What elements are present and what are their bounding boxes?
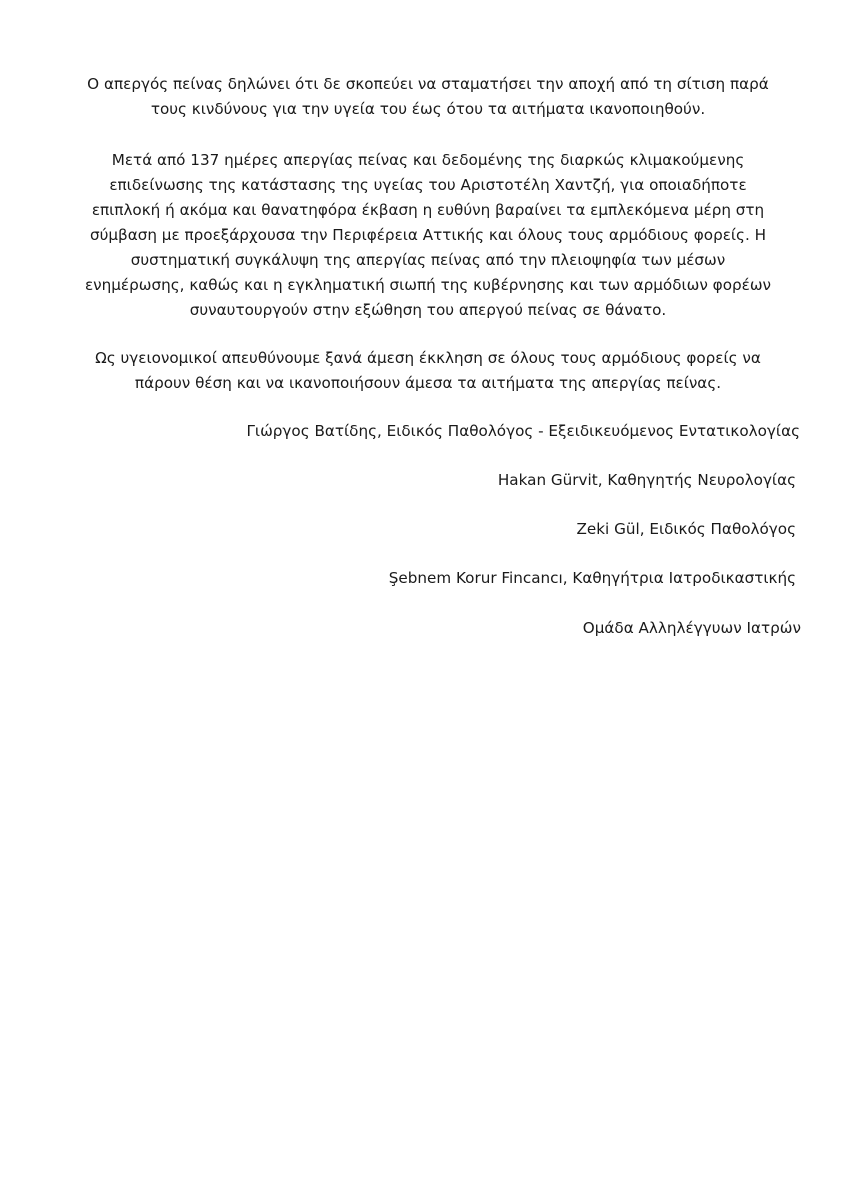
- paragraph-line: επιπλοκή ή ακόμα και θανατηφόρα έκβαση η ευθύνη βαραίνει τα εμπλεκόμενα μέρη στη: [91, 201, 765, 219]
- paragraph-line: σύμβαση με προεξάρχουσα την Περιφέρεια Αττικής και όλους τους αρμόδιους φορείς. Η: [89, 226, 767, 244]
- signature-line: Ομάδα Αλληλέγγυων Ιατρών: [582, 619, 801, 637]
- paragraph-line: Ο απεργός πείνας δηλώνει ότι δε σκοπεύει να σταματήσει την αποχή από τη σίτιση παρά: [87, 75, 769, 93]
- paragraph-line: ενημέρωσης, καθώς και η εγκληματική σιωπή της κυβέρνησης και των αρμόδιων φορέων: [84, 276, 772, 294]
- signature-line: Şebnem Korur Fincancı, Καθηγήτρια Ιατροδικαστικής: [388, 569, 796, 587]
- paragraph-line: συναυτουργούν στην εξώθηση του απεργού πείνας σε θάνατο.: [189, 301, 667, 319]
- paragraph-line: συστηματική συγκάλυψη της απεργίας πείνας από την πλειοψηφία των μέσων: [130, 251, 726, 269]
- signature-line: Zeki Gül, Ειδικός Παθολόγος: [576, 520, 796, 538]
- paragraph-hunger-striker-declaration: [48, 72, 808, 122]
- signature-line: Γιώργος Βατίδης, Ειδικός Παθολόγος - Εξειδικευόμενος Εντατικολογίας: [246, 422, 800, 440]
- paragraph-line: επιδείνωσης της κατάστασης της υγείας του Αριστοτέλη Χαντζή, για οποιαδήποτε: [109, 176, 747, 194]
- paragraph-appeal: [48, 346, 808, 396]
- paragraph-line: Μετά από 137 ημέρες απεργίας πείνας και δεδομένης της διαρκώς κλιμακούμενης: [111, 151, 745, 169]
- signature-line: Hakan Gürvit, Καθηγητής Νευρολογίας: [497, 471, 796, 489]
- paragraph-line: Ως υγειονομικοί απευθύνουμε ξανά άμεση έκκληση σε όλους τους αρμόδιους φορείς να: [95, 349, 761, 367]
- paragraph-responsibility-statement: [48, 148, 808, 323]
- paragraph-line: πάρουν θέση και να ικανοποιήσουν άμεσα τα αιτήματα της απεργίας πείνας.: [134, 374, 722, 392]
- paragraph-line: τους κινδύνους για την υγεία του έως ότου τα αιτήματα ικανοποιηθούν.: [150, 100, 706, 118]
